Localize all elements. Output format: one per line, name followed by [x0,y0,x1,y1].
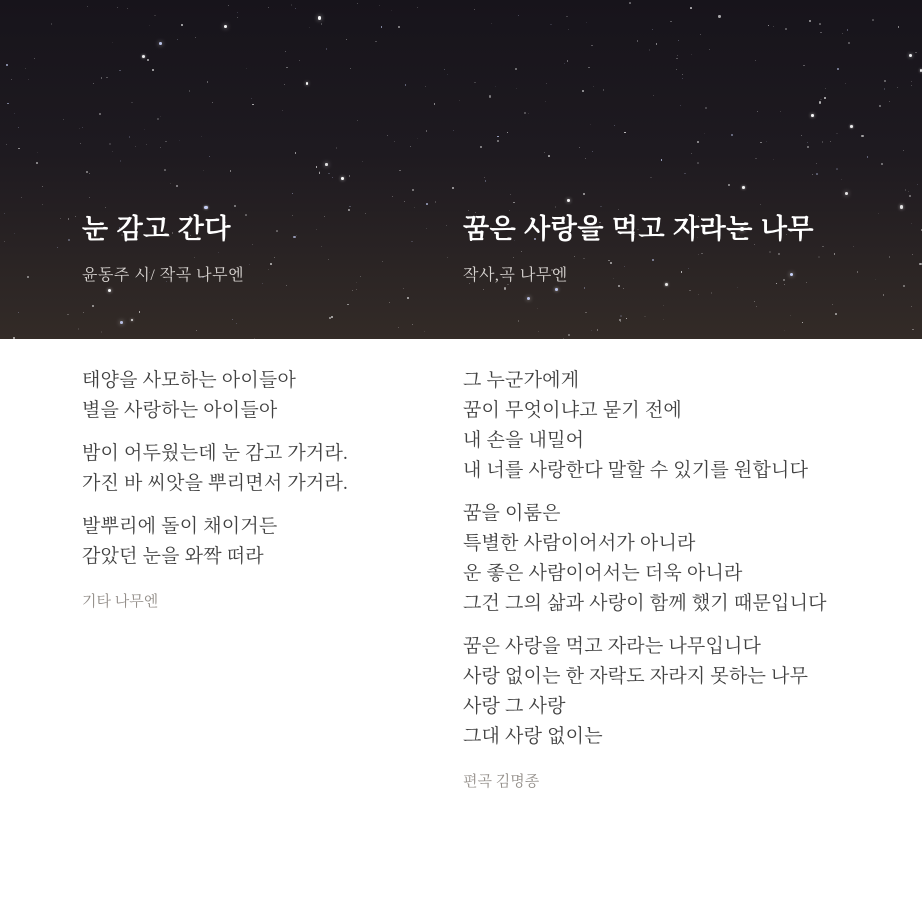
lyrics-column-right [463,366,883,793]
lyric-line: 특별한 사람이어서가 아니라 [463,533,696,554]
lyric-line: 별을 사랑하는 아이들아 [82,400,278,421]
stanza [463,366,883,486]
stanza [463,499,883,619]
song-title-right: 꿈은 사랑을 먹고 자라는 나무 [463,214,814,244]
lyric-line: 밤이 어두웠는데 눈 감고 가거라. [82,443,348,464]
lyric-line: 사랑 없이는 한 자락도 자라지 못하는 나무 [463,666,809,687]
song-author-left: 윤동주 시/ 작곡 나무엔 [82,267,245,284]
lyric-line: 꿈을 이룸은 [463,503,561,524]
lyric-line: 감았던 눈을 와짝 떠라 [82,546,264,567]
song-title-left: 눈 감고 간다 [82,214,231,244]
lyric-line: 운 좋은 사람이어서는 더욱 아니라 [463,563,743,584]
lyric-line: 가진 바 씨앗을 뿌리면서 가거라. [82,473,348,494]
lyric-line: 꿈이 무엇이냐고 묻기 전에 [463,400,682,421]
stanza [82,512,442,572]
lyric-line: 꿈은 사랑을 먹고 자라는 나무입니다 [463,636,762,657]
lyric-line: 내 손을 내밀어 [463,430,585,451]
lyrics-column-left [82,366,442,613]
lyric-line: 그건 그의 삶과 사랑이 함께 했기 때문입니다 [463,593,827,614]
lyric-line: 태양을 사모하는 아이들아 [82,370,296,391]
lyric-line: 그 누군가에게 [463,370,580,391]
song-header-left [82,213,244,285]
instrument-credit-left: 기타 나무엔 [82,594,159,610]
stanza [82,366,442,426]
lyric-line: 사랑 그 사랑 [463,696,566,717]
lyric-line: 그대 사랑 없이는 [463,726,603,747]
night-sky-photo [0,0,922,339]
lyric-line: 내 너를 사랑한다 말할 수 있기를 원합니다 [463,460,809,481]
arranger-credit-right: 편곡 김명종 [463,774,540,790]
song-header-right [463,213,814,285]
song-author-right: 작사,곡 나무엔 [463,267,568,284]
starfield [0,0,922,339]
lyric-line: 발뿌리에 돌이 채이거든 [82,516,278,537]
stanza [82,439,442,499]
stanza [463,632,883,752]
